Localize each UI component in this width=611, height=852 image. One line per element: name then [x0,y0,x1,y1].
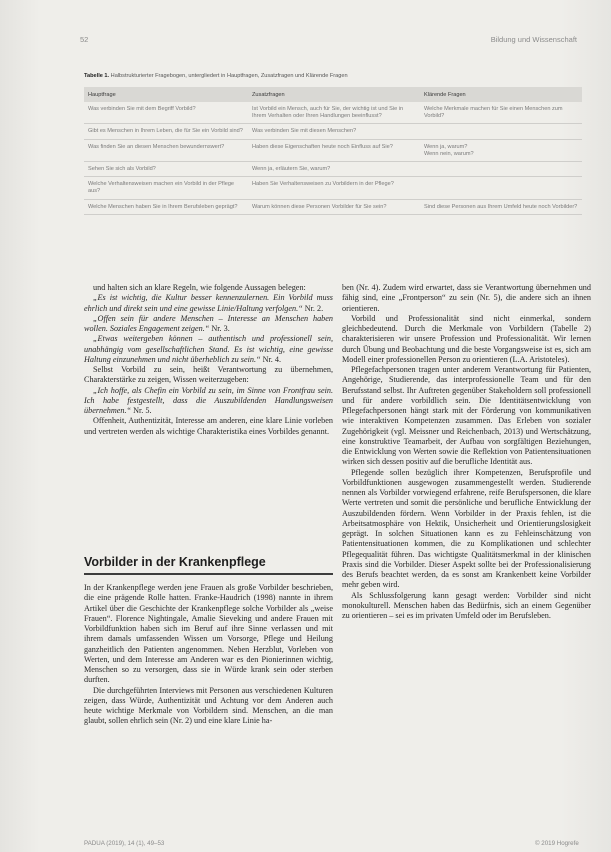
footer-publisher: © 2019 Hogrefe [535,840,579,847]
paragraph-text: Die durchgeführten Interviews mit Personen aus verschiedenen Kulturen zeigen, dass Würde, Authentizität und Achtung vor dem Anderen auch heute wichtige Merkmale von Vorbildern sind. Menschen, an die man glaubt, sollen ehrlich sein (Nr. 2) und eine klare Linie ha- [84,685,333,726]
paragraph-text: „Ich hoffe, als Chefin ein Vorbild zu sein, im Sinne von Frontfrau sein. Ich habe festgestellt, dass die Auszubildenden Handlungsweisen übernehmen.“ [84,385,333,415]
paragraph-text: Pflegende sollen bezüglich ihrer Kompetenzen, Berufsprofile und Vorbildfunktionen ausgewogen zusammengestellt werden. Studierende nennen als Vorbilder vorwiegend erfahrene, reife Berufspersonen, die klare Werte vertreten und somit die persönliche und berufliche Entwicklung der Auszubildenden fördern. Wenn Vorbilder in der Praxis fehlen, ist die Arbeitsatmosphäre von Hektik, Unsicherheit und Orientierungslosigkeit geprägt. In solchen Situationen kann es zu Fehleinschätzung von Patientensituationen kommen, die zu Komplikationen und schlechter Pflegequalität führen. Das wichtigste Qualitätsmerkmal in der klinischen Praxis sind die Vorbilder. Dieser Aspekt sollte bei der Professionalisierung des Berufs beachtet werden, da es sonst am Krankenbett keine Vorbilder mehr geben wird. [342,467,591,590]
quote-source: Nr. 5. [131,406,152,415]
text-column-left-bottom [84,583,333,727]
paragraph-text: In der Krankenpflege werden jene Frauen als große Vorbilder beschrieben, die eine prägende Rolle hatten. Franke-Haudrich (1998) nannte in ihrem Artikel über die Geschichte der Krankenpflege solche Vorbilder als „weise Frauen“. Florence Nightingale, Amalie Sieveking und andere Frauen mit Vorbildfunktion haben sich im Beruf auf ihre Sinne verlassen und mit ihrem damals umfassenden Wissen um Vorsorge, Pflege und Heilung ganzheitlich den Patienten angenommen. Neben Herzblut, Vorleben von Werten, und dem Interesse am Anderen war es den Pionierinnen wichtig, Menschen so zu versorgen, dass sie in Würde krank sein oder sterben durften. [84,583,333,685]
table-header: Hauptfrage [84,87,248,102]
table-cell: Ist Vorbild ein Mensch, auch für Sie, der wichtig ist und Sie in Ihrem Verhalten oder Ihren Handlungen beeinflusst? [248,102,420,124]
quote-paragraph [84,386,333,417]
table-cell: Welche Menschen haben Sie in Ihrem Berufsleben geprägt? [84,199,248,214]
table-header-row [84,87,582,102]
table-cell [420,124,582,139]
table-cell: Welche Verhaltensweisen machen ein Vorbild in der Pflege aus? [84,177,248,199]
table-cell [420,177,582,199]
table-row [84,139,582,161]
table-header: Klärende Fragen [420,87,582,102]
text-column-left-top [84,283,333,437]
table-cell [420,162,582,177]
paragraph-text: „Etwas weitergeben können – authentisch und professionell sein, unabhängig vom gesellschaftlichen Stand. Es ist wichtig, eine gewisse Haltung einzunehmen und nicht überheblich zu sein.“ [84,334,333,364]
body-paragraph [84,583,333,686]
paragraph-text: Offenheit, Authentizität, Interesse am anderen, eine klare Linie vorleben und vertreten werden als wichtige Charakteristika eines Vorbildes genannt. [84,416,333,436]
table-row [84,162,582,177]
text-column-right [342,283,591,621]
table-cell: Was finden Sie an diesen Menschen bewundernswert? [84,139,248,161]
body-paragraph [84,365,333,386]
table-caption-text: Halbstrukturierter Fragebogen, untergliedert in Hauptfragen, Zusatzfragen und Klärende Fragen [110,73,348,79]
paragraph-text: „Offen sein für andere Menschen – Interesse an Menschen haben wollen. Soziales Engagement zeigen.“ [84,313,333,333]
body-paragraph [342,314,591,365]
table-cell: Was verbinden Sie mit diesen Menschen? [248,124,420,139]
table-caption [84,73,584,79]
body-paragraph [342,591,591,622]
footer-journal: PADUA (2019), 14 (1), 49–53 [84,840,165,847]
paragraph-text: „Es ist wichtig, die Kultur besser kennenzulernen. Ein Vorbild muss ehrlich und direkt sein und eine gewisse Linie/Haltung verfolgen.“ [84,293,333,313]
table-cell: Sind diese Personen aus Ihrem Umfeld heute noch Vorbilder? [420,199,582,214]
paragraph-text: Als Schlussfolgerung kann gesagt werden: Vorbilder sind nicht monokulturell. Menschen haben das Bedürfnis, sich an einem Gegenüber zu orientieren – sei es im privaten Umfeld oder im Berufsleben. [342,590,591,620]
body-paragraph [84,283,333,293]
heading-divider [84,573,333,575]
table-cell: Wenn ja, erläutern Sie, warum? [248,162,420,177]
table-cell: Gibt es Menschen in Ihrem Leben, die für Sie ein Vorbild sind? [84,124,248,139]
table-cell: Warum können diese Personen Vorbilder für Sie sein? [248,199,420,214]
questionnaire-table [84,87,582,215]
table-cell: Was verbinden Sie mit dem Begriff Vorbild? [84,102,248,124]
quote-source: Nr. 3. [209,324,230,333]
body-paragraph [342,365,591,468]
page-number: 52 [80,35,89,44]
table-row [84,124,582,139]
quote-paragraph [84,314,333,335]
table-row [84,177,582,199]
quote-source: Nr. 4. [260,354,282,364]
section-heading: Vorbilder in der Krankenpflege [84,555,266,569]
table-cell: Sehen Sie sich als Vorbild? [84,162,248,177]
quote-source: Nr. 2. [302,303,324,313]
table-header: Zusatzfragen [248,87,420,102]
table-caption-label: Tabelle 1. [84,73,110,79]
paragraph-text: Selbst Vorbild zu sein, heißt Verantwortung zu übernehmen, Charakterstärke zu zeigen, Wissen weiterzugeben: [84,365,333,385]
body-paragraph [84,686,333,727]
table-cell: Wenn ja, warum? Wenn nein, warum? [420,139,582,161]
table-cell: Haben diese Eigenschaften heute noch Einfluss auf Sie? [248,139,420,161]
paragraph-text: ben (Nr. 4). Zudem wird erwartet, dass sie Verantwortung übernehmen und fähig sind, eine „Frontperson“ zu sein (Nr. 5), die andere sich an ihnen orientieren. [342,283,591,313]
running-header: Bildung und Wissenschaft [490,35,577,44]
paragraph-text: Vorbild und Professionalität sind nicht einmerkal, sondern gleichbedeutend. Durch die Merkmale von Vorbildern (Tabelle 2) charakterisieren wir unsere Profession und Professionalität. Wir lernen durch Übung und Beobachtung und die beste Vorgangsweise ist es, sich am Modell einer professionellen Person zu orientieren (L.A. Aristoteles). [342,313,591,364]
paragraph-text: Pflegefachpersonen tragen unter anderem Verantwortung für Patienten, Angehörige, Studierende, das interprofessionelle Team und für den Berufsstand selbst. Ihr Auftreten gegenüber Stakeholdern soll professionell und für andere vorbildlich sein. Die Identitätsentwicklung von Pflegefachpersonen hängt stark mit der Förderung von kommunikativen wie interaktiven Kompetenzen zusammen. Das Erleben von sozialer Zugehörigkeit (vgl. Meissner und Reichenbach, 2013) und Wertschätzung, eine konstruktive Teamarbeit, der Aufbau von sorgfältigen Beziehungen, die Entwicklung von Werten sowie die Reflektion von Patientensituationen wirken sich dessen positiv auf die berufliche Identität aus. [342,365,591,467]
body-paragraph [84,416,333,437]
quote-paragraph [84,334,333,365]
table-row [84,199,582,214]
table-row [84,102,582,124]
paragraph-text: und halten sich an klare Regeln, wie folgende Aussagen belegen: [93,283,306,292]
table-cell: Welche Merkmale machen für Sie einen Menschen zum Vorbild? [420,102,582,124]
table-cell: Haben Sie Verhaltensweisen zu Vorbildern in der Pflege? [248,177,420,199]
body-paragraph [342,283,591,314]
body-paragraph [342,468,591,591]
quote-paragraph [84,293,333,314]
